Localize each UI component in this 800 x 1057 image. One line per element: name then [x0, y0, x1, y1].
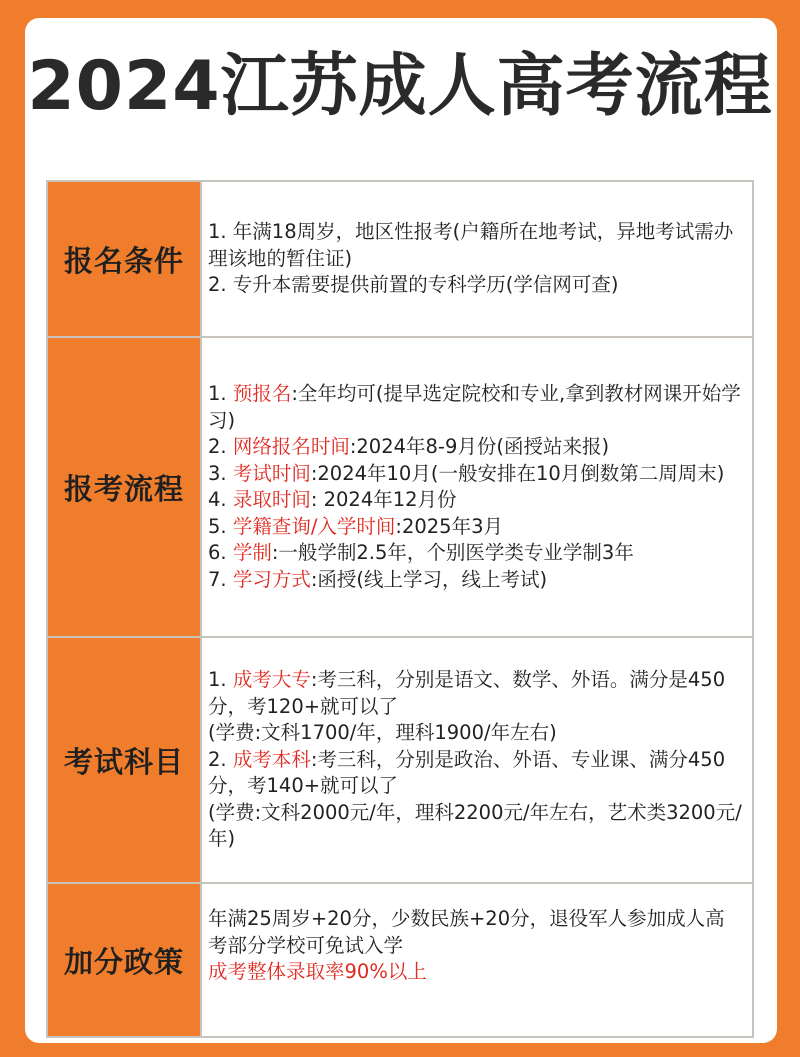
- row-conditions: [48, 182, 752, 336]
- info-table: [46, 180, 754, 1038]
- label-process: 报考流程: [48, 338, 202, 636]
- subject-benke-fee: (学费:文科2000元/年，理科2200元/年左右，艺术类3200元/年): [208, 800, 742, 851]
- content-bonus: [202, 884, 752, 1036]
- content-conditions: [202, 182, 752, 336]
- page-title: 2024江苏成人高考流程: [27, 47, 773, 126]
- label-bonus: 加分政策: [48, 884, 202, 1036]
- process-item: 5. 学籍查询/入学时间:2025年3月: [208, 514, 503, 538]
- content-process: [202, 338, 752, 636]
- process-item: 2. 网络报名时间:2024年8-9月份(函授站来报): [208, 435, 610, 458]
- subject-benke: 2. 成考本科:考三科，分别是政治、外语、专业课、满分450分，考140+就可以了: [208, 747, 726, 798]
- condition-item: 2. 专升本需要提供前置的专科学历(学信网可查): [208, 273, 619, 297]
- label-subjects: 考试科目: [48, 638, 202, 882]
- process-item: 4. 录取时间: 2024年12月份: [208, 488, 457, 511]
- label-conditions: 报名条件: [48, 182, 202, 336]
- subject-zhuanke: 1. 成考大专:考三科，分别是语文、数学、外语。满分是450分，考120+就可以了: [208, 668, 726, 718]
- row-process: [48, 336, 752, 636]
- process-item: 7. 学习方式:函授(线上学习，线上考试): [208, 567, 548, 591]
- row-subjects: [48, 636, 752, 882]
- bonus-text: 年满25周岁+20分，少数民族+20分，退役军人参加成人高考部分学校可免试入学: [208, 907, 725, 957]
- process-item: 1. 预报名:全年均可(提早选定院校和专业,拿到教材网课开始学习): [208, 382, 741, 432]
- subject-zhuanke-fee: (学费:文科1700/年，理科1900/年左右): [208, 721, 557, 745]
- bonus-highlight: 成考整体录取率90%以上: [208, 960, 427, 983]
- process-item: 6. 学制:一般学制2.5年，个别医学类专业学制3年: [208, 541, 634, 564]
- content-subjects: [202, 638, 752, 882]
- process-item: 3. 考试时间:2024年10月(一般安排在10月倒数第二周周末): [208, 461, 725, 485]
- condition-item: 1. 年满18周岁，地区性报考(户籍所在地考试，异地考试需办理该地的暂住证): [208, 220, 734, 270]
- row-bonus: [48, 882, 752, 1036]
